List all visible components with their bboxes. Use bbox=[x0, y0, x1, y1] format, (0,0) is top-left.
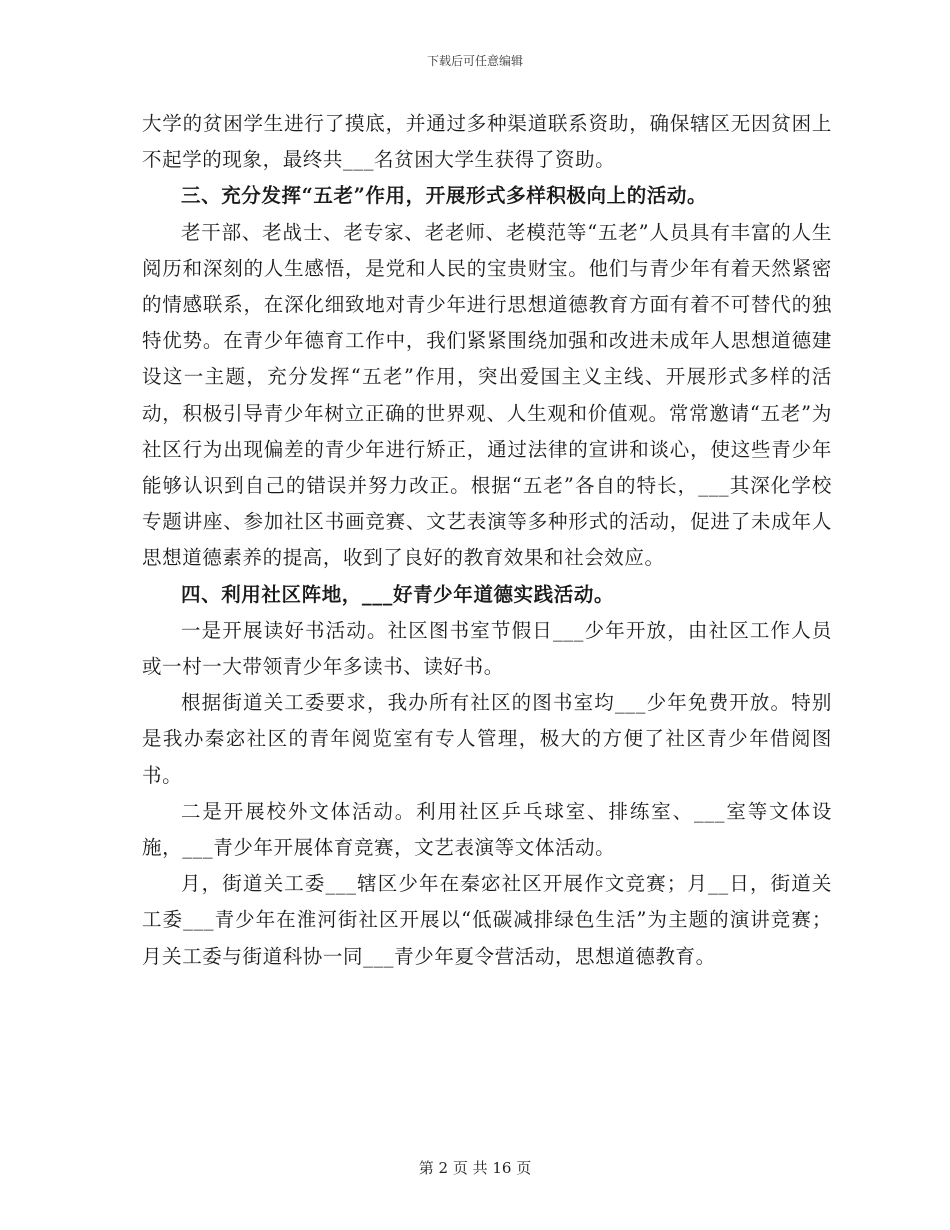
document-body bbox=[142, 106, 832, 975]
page-header: 下载后可任意编辑 bbox=[426, 54, 523, 68]
paragraph-five-elders: 老干部、老战士、老专家、老老师、老模范等“五老”人员具有丰富的人生阅历和深刻的人生感悟，是党和人民的宝贵财宝。他们与青少年有着天然紧密的情感联系，在深化细致地对青少年进行思想道德教育方面有着不可替代的独特优势。在青少年德育工作中，我们紧紧围绕加强和改进未成年人思想道德建设这一主题，充分发挥“五老”作用，突出爱国主义主线、开展形式多样的活动，积极引导青少年树立正确的世界观、人生观和价值观。常常邀请“五老”为社区行为出现偏差的青少年进行矫正，通过法律的宣讲和谈心，使这些青少年能够认识到自己的错误并努力改正。根据“五老”各自的特长，___其深化学校专题讲座、参加社区书画竞赛、文艺表演等多种形式的活动，促进了未成年人思想道德素养的提高，收到了良好的教育效果和社会效应。 bbox=[142, 220, 832, 570]
paragraph-sports-activity: 二是开展校外文体活动。利用社区乒乓球室、排练室、___室等文体设施，___青少年开展体育竞赛，文艺表演等文体活动。 bbox=[142, 799, 832, 860]
section-heading-3: 三、充分发挥“五老”作用，开展形式多样积极向上的活动。 bbox=[181, 184, 708, 208]
section-heading-4: 四、利用社区阵地，___好青少年道德实践活动。 bbox=[181, 582, 615, 606]
paragraph-events-list: 月，街道关工委___辖区少年在秦宓社区开展作文竞赛；月__日，街道关工委___青少年在淮河街社区开展以“低碳减排绿色生活”为主题的演讲竞赛；月关工委与街道科协一同___青少年夏令营活动，思想道德教育。 bbox=[142, 872, 832, 968]
paragraph-library-open: 根据街道关工委要求，我办所有社区的图书室均___少年免费开放。特别是我办秦宓社区的青年阅览室有专人管理，极大的方便了社区青少年借阅图书。 bbox=[142, 691, 832, 787]
paragraph-continuation: 大学的贫困学生进行了摸底，并通过多种渠道联系资助，确保辖区无因贫困上不起学的现象，最终共___名贫困大学生获得了资助。 bbox=[142, 112, 832, 172]
paragraph-reading-activity: 一是开展读好书活动。社区图书室节假日___少年开放，由社区工作人员或一村一大带领青少年多读书、读好书。 bbox=[142, 618, 832, 679]
page-number: 第 2 页 共 16 页 bbox=[418, 1159, 532, 1177]
